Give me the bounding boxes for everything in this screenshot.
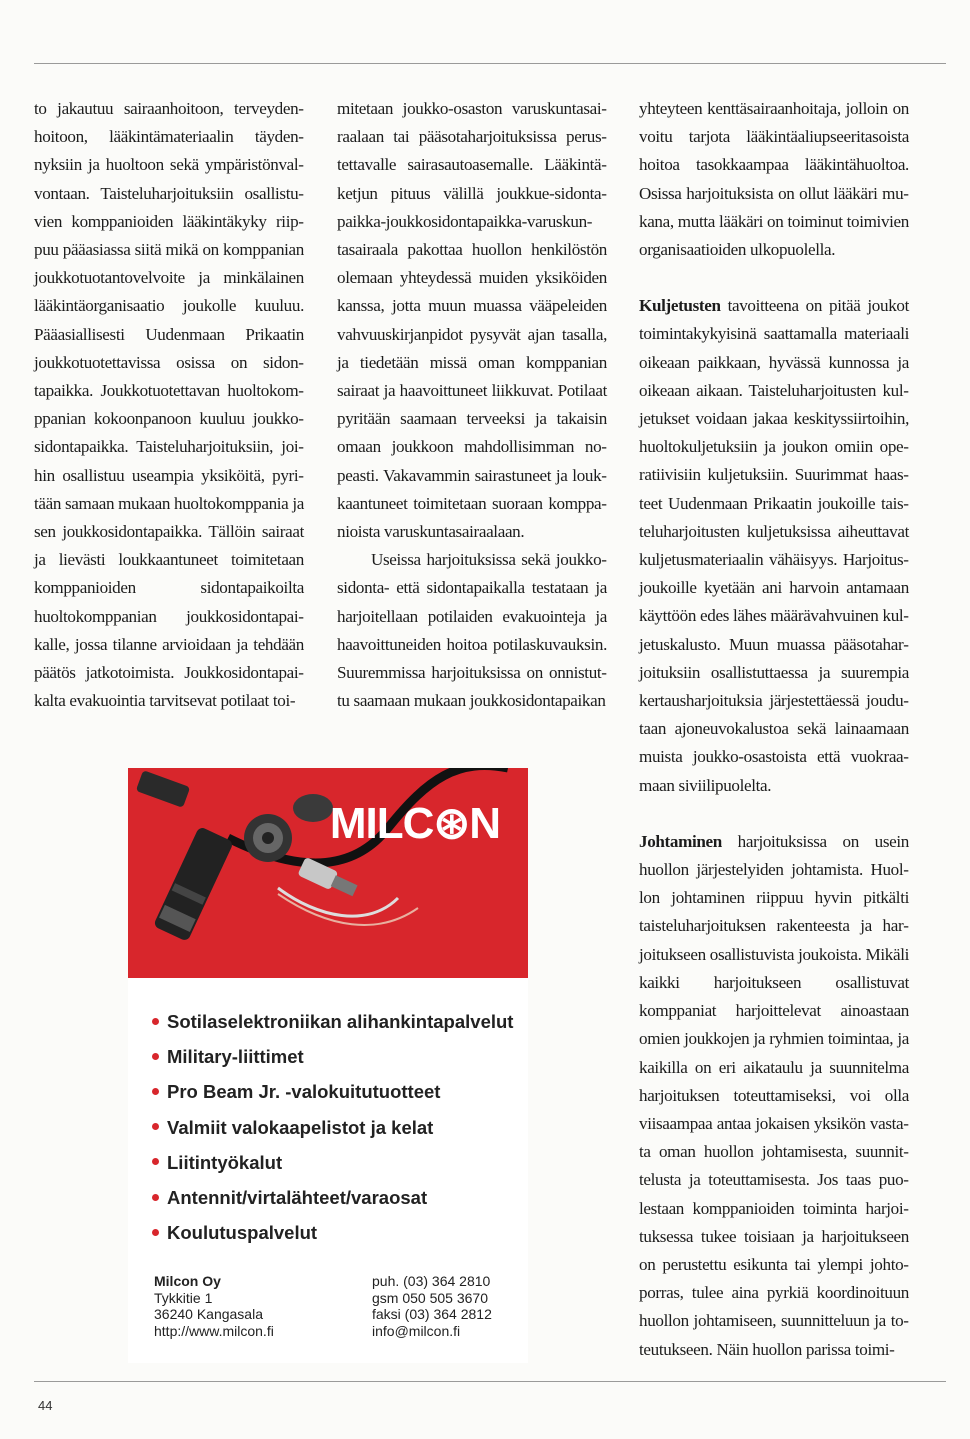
list-item: Military-liittimet	[152, 1039, 513, 1074]
list-item: Koulutuspalvelut	[152, 1215, 513, 1250]
list-item: Sotilaselektroniikan alihankintapalvelut	[152, 1004, 513, 1039]
paragraph: Johtaminen harjoituksissa on usein huollon järjestelyiden johtamista. Huollon johtaminen riippuu hyvin pitkälti taisteluharjoituksen rakenteesta ja harjoitukseen osallistuvista joukoista. Mikäli kaikki harjoitukseen osallistuvat komppaniat harjoittelevat ainoastaan omien joukkojen ja ryhmien toimintaa, ja kaikilla on eri aikataulu ja suunnitelma harjoituksen toteuttamiseksi, voi olla viisaampaa antaa jokaisen yksikön vastata oman huollon johtamisesta, suunnittelusta ja toteuttamisesta. Jos taas puolestaan komppanioiden toiminta harjoituksessa tukee toisiaan ja harjoitukseen on perustettu esikunta tai ylempi johtoporras, tulee aina pyrkiä koordinoituun huollon johtamiseen, suunnitteluun ja toteutukseen. Näin huollon parissa toimi-	[639, 831, 909, 1359]
bullet-icon	[152, 1053, 159, 1060]
bullet-icon	[152, 1158, 159, 1165]
bullet-icon	[152, 1018, 159, 1025]
service-list	[152, 1004, 513, 1250]
paragraph: yhteyteen kenttäsairaanhoitaja, jolloin on voitu tarjota lääkintäaliupseeritasoista hoitoa tasokkaampaa lääkintähuoltoa. Osissa harjoituksista on ollut lääkäri mukana, mutta lääkäri on toiminut toimivien organisaatioiden ulkopuolella.	[639, 99, 909, 260]
phone-number: puh. (03) 364 2810	[372, 1273, 491, 1289]
ad-photo-banner	[128, 768, 528, 978]
website-link[interactable]: http://www.milcon.fi	[154, 1322, 274, 1339]
paragraph: to jakautuu sairaanhoitoon, terveydenhoitoon, lääkintämateriaalin täydennyksiin ja huoltoon sekä ympäristönvalvontaan. Taisteluharjoituksiin osallistuvien komppanioiden lääkintäkyky riippuu pääasiassa siitä mikä on komppanian joukkotuotantovelvoite ja minkälainen lääkintäorganisaatio joukolle kuuluu. Pääasiallisesti Uudenmaan Prikaatin joukkotuotettavissa osissa on sidontapaikka. Joukkotuotettavan huoltokomppanian kokoonpanoon kuuluu joukkosidontapaikka. Taisteluharjoituksiin, joihin osallistuu useampia yksiköitä, pyritään samaan mukaan huoltokomppania ja sen joukkosidontapaikka. Tällöin sairaat ja lievästi loukkaantuneet toimitetaan komppanioiden sidontapaikoilta huoltokomppanian joukkosidontapaikalle, jossa tilanne arvioidaan ja tehdään päätös jatkotoimista. Joukkosidontapaikalta evakuointia tarvitsevat potilaat toi-	[34, 99, 304, 711]
bullet-icon	[152, 1229, 159, 1236]
bottom-rule	[34, 1381, 946, 1382]
list-item: Antennit/virtalähteet/varaosat	[152, 1180, 513, 1215]
top-rule	[34, 63, 946, 64]
list-item: Liitintyökalut	[152, 1145, 513, 1180]
paragraph: mitetaan joukko-osaston varuskuntasairaalaan tai pääsotaharjoituksissa perustettavalle sairasautoasemalle. Lääkintäketjun pituus välillä joukkue-sidontapaikka-joukkosidontapaikka-varuskuntasairaala pakottaa huollon henkilöstön olemaan yhteydessä muiden yksiköiden kanssa, jotta muun muassa vääpeleiden vahvuuskirjanpidot pysyvät ajan tasalla, ja tiedetään missä oman komppanian sairaat ja haavoittuneet liikkuvat. Potilaat pyritään saamaan terveeksi ja takaisin omaan joukkoon mahdollisimman nopeasti. Vakavammin sairastuneet ja loukkaantuneet toimitetaan suoraan komppanioista varuskuntasairaalaan.	[337, 99, 607, 542]
paragraph: Kuljetusten tavoitteena on pitää joukot toimintakykyisinä saattamalla materiaali oikeaan paikkaan, hyvässä kunnossa ja oikeaan aikaan. Taisteluharjoitusten kuljetukset voidaan jakaa keskityssiirtoihin, huoltokuljetuksiin ja joukon omiin operatiivisiin kuljetuksiin. Suurimmat haasteet Uudenmaan Prikaatin joukoille taisteluharjoitusten kuljetuksissa aiheuttavat kuljetusmateriaalin vähäisyys. Harjoitusjoukoille kyetään ani harvoin antamaan käyttöön edes lähes määrävahvuinen kuljetuskalusto. Muun muassa pääsotaharjoituksiin osallistuttaessa ja suurempia kertausharjoituksia järjestettäessä joudutaan ajoneuvokalustoa sekä lainaamaan muista joukko-osastoista että vuokraamaan siviilipuolelta.	[639, 296, 909, 795]
lead-word: Kuljetusten	[639, 296, 721, 316]
postal-city: 36240 Kangasala	[154, 1306, 263, 1322]
milcon-logo: MILC⊛N	[329, 799, 500, 848]
text-column-1	[34, 95, 304, 715]
bullet-icon	[152, 1123, 159, 1130]
milcon-advertisement	[128, 768, 528, 1363]
lead-word: Johtaminen	[639, 831, 722, 851]
bullet-icon	[152, 1194, 159, 1201]
list-item: Pro Beam Jr. -valokuitutuotteet	[152, 1074, 513, 1109]
company-address	[154, 1273, 274, 1339]
street-address: Tykkitie 1	[154, 1289, 213, 1306]
bullet-icon	[152, 1088, 159, 1095]
gsm-number: gsm 050 505 3670	[372, 1289, 488, 1306]
text-column-2	[337, 95, 607, 715]
list-item: Valmiit valokaapelistot ja kelat	[152, 1110, 513, 1145]
fax-number: faksi (03) 364 2812	[372, 1306, 492, 1322]
company-name: Milcon Oy	[154, 1273, 221, 1289]
text-column-3	[639, 95, 909, 1364]
company-contacts	[372, 1273, 492, 1339]
paragraph: Useissa harjoituksissa sekä joukkosidonta- että sidontapaikalla testataan ja harjoitellaan potilaiden evakuointeja ja haavoittuneiden hoitoa potilaskuvauksin. Suuremmissa harjoituksissa on onnistuttu saamaan mukaan joukkosidontapaikan	[337, 550, 607, 711]
page-number: 44	[38, 1398, 53, 1413]
email-link[interactable]: info@milcon.fi	[372, 1322, 461, 1339]
